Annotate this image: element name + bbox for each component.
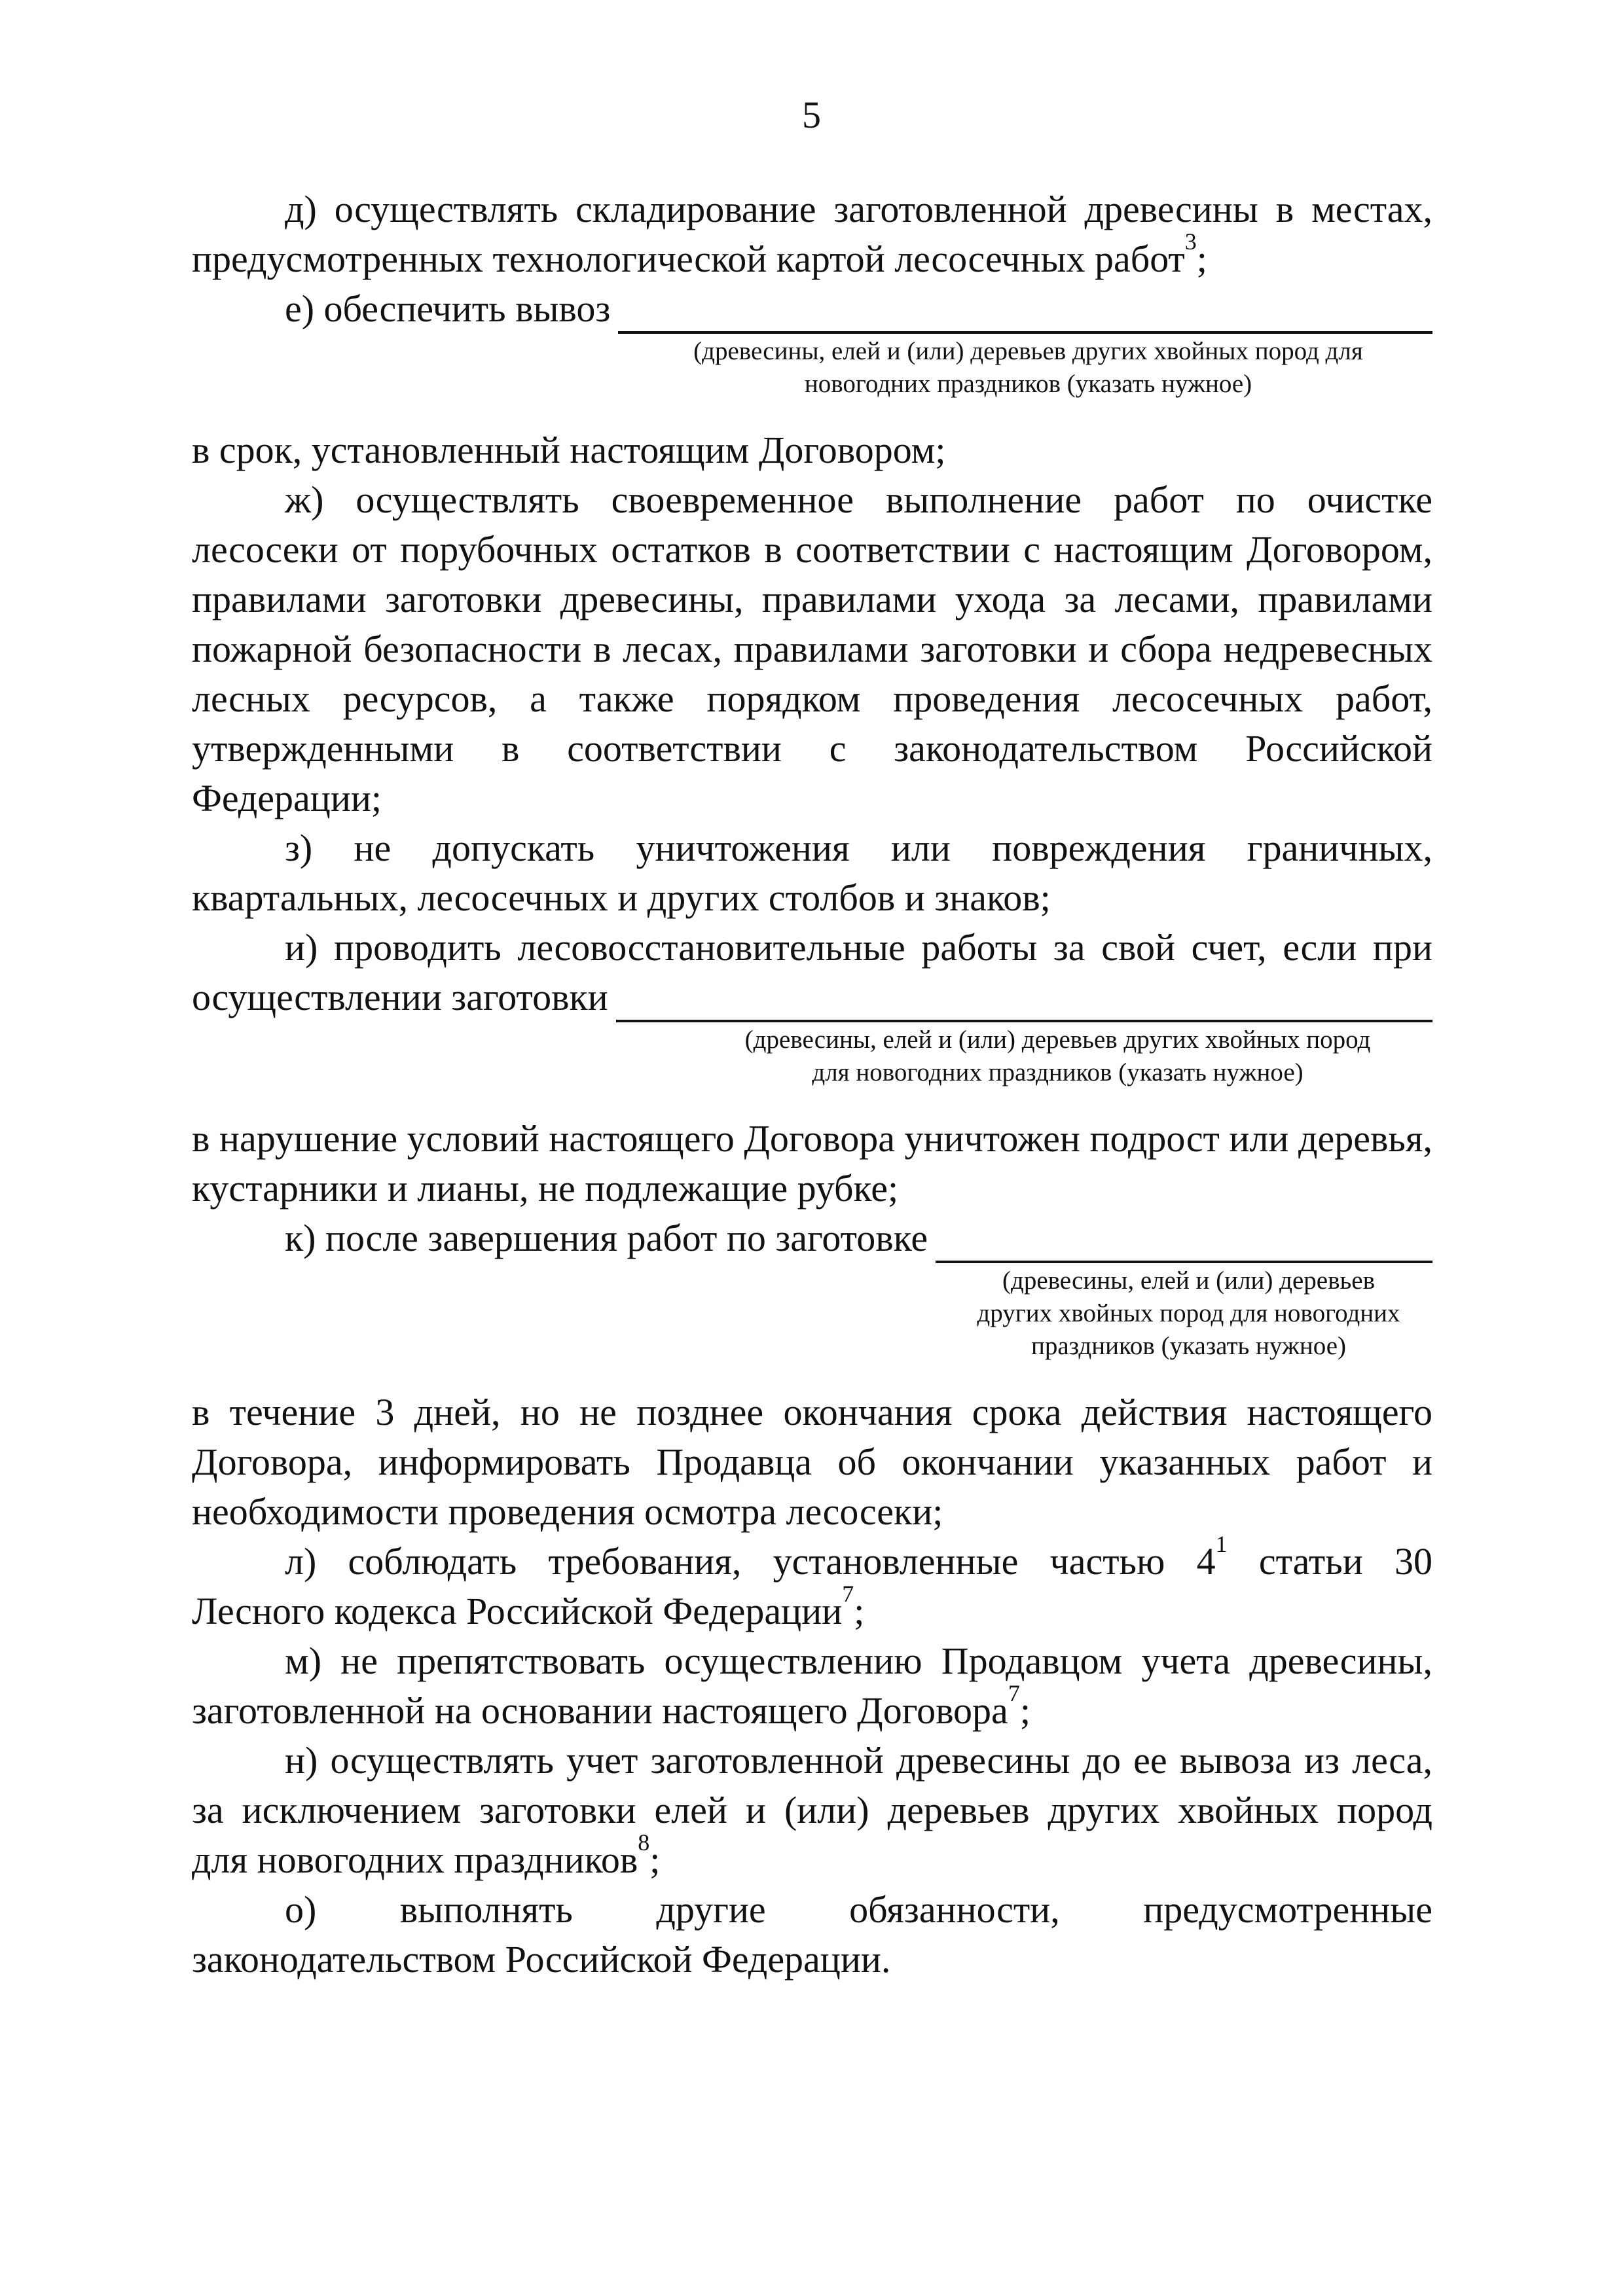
item-n-line3 [192,1829,1432,1885]
item-n-text1: н) осуществлять учет заготовленной древесины до ее вывоза из леса, за исключением заготовки елей и (или) деревьев других хвойных пород [192,1739,1432,1831]
page-number: 5 [802,94,821,136]
item-l-text-b: статьи 30 [1227,1540,1432,1583]
footnote-ref-3: 3 [1184,228,1197,255]
item-i-hint-line2: для новогодних праздников (указать нужное) [812,1058,1304,1086]
footnote-ref-4-1: 1 [1215,1530,1228,1557]
item-e-fill-rule [618,293,1432,334]
item-k-blank-line [192,1213,1432,1263]
document-body [192,185,1432,1984]
item-m-end: ; [1019,1689,1030,1732]
item-e-blank-line [192,284,1432,334]
item-d-line1: д) осуществлять складирование заготовленной древесины в местах, [285,188,1432,230]
item-i-fill-rule [616,982,1432,1022]
item-d-line2 [192,228,1432,284]
item-k-hint-line2: других хвойных пород для новогодних [977,1299,1400,1327]
item-l-text2: Лесного кодекса Российской Федерации [192,1590,843,1632]
item-i-blank-line [192,973,1432,1022]
item-l-line2 [192,1580,1432,1636]
item-d-end: ; [1196,238,1207,280]
item-n-end: ; [649,1839,661,1881]
item-l-end: ; [854,1590,865,1632]
item-k-continuation: в течение 3 дней, но не позднее окончания срока действия настоящего Договора, информировать Продавца об окончании указанных работ и необходимости проведения осмотра лесосеки; [192,1391,1432,1533]
item-e-hint-line1: (древесины, елей и (или) деревьев других хвойных пород для [693,337,1363,365]
item-k-hint-line1: (древесины, елей и (или) деревьев [1002,1266,1375,1295]
item-d-text: предусмотренных технологической картой лесосечных работ [192,238,1185,280]
item-e-hint-line2: новогодних праздников (указать нужное) [804,370,1252,398]
item-l-line1 [192,1530,1432,1587]
item-n-text2: для новогодних праздников [192,1839,638,1881]
item-z: з) не допускать уничтожения или повреждения граничных, квартальных, лесосечных и других столбов и знаков; [192,827,1432,919]
item-i-continuation: в нарушение условий настоящего Договора уничтожен подрост или деревья, кустарники и лианы, не подлежащие рубке; [192,1117,1432,1210]
item-l-text: л) соблюдать требования, установленные частью 4 [285,1540,1216,1583]
footnote-ref-7a: 7 [842,1580,854,1607]
item-i-hint [192,1024,1432,1089]
item-i-line1: и) проводить лесовосстановительные работы за свой счет, если при [285,926,1432,969]
item-zh: ж) осуществлять своевременное выполнение работ по очистке лесосеки от порубочных остатков в соответствии с настоящим Договором, правилами заготовки древесины, правилами ухода за лесами, правилами пожарной безопасности в лесах, правилами заготовки и сбора недревесных лесных ресурсов, а также порядком проведения лесосечных работ, утвержденными в соответствии с законодательством Российской Федерации; [192,478,1432,819]
item-m-line2 [192,1679,1432,1736]
item-k-hint-line3: праздников (указать нужное) [1031,1332,1346,1360]
item-k-lead: к) после завершения работ по заготовке [285,1217,928,1259]
item-i-hint-line1: (древесины, елей и (или) деревьев других хвойных пород [744,1026,1371,1054]
item-m-line1: м) не препятствовать осуществлению Продавцом учета древесины, [285,1640,1432,1682]
footnote-ref-8: 8 [638,1829,650,1856]
item-e-lead: е) обеспечить вывоз [285,287,611,330]
item-i-lead: осуществлении заготовки [192,976,608,1018]
item-k-hint [192,1265,1432,1363]
footnote-ref-7b: 7 [1008,1679,1020,1706]
item-e-hint [192,335,1432,401]
item-k-fill-rule [936,1223,1432,1263]
item-o: о) выполнять другие обязанности, предусмотренные законодательством Российской Федерации. [192,1888,1432,1981]
item-m-text: заготовленной на основании настоящего Договора [192,1689,1008,1732]
item-e-continuation: в срок, установленный настоящим Договором; [192,429,946,471]
